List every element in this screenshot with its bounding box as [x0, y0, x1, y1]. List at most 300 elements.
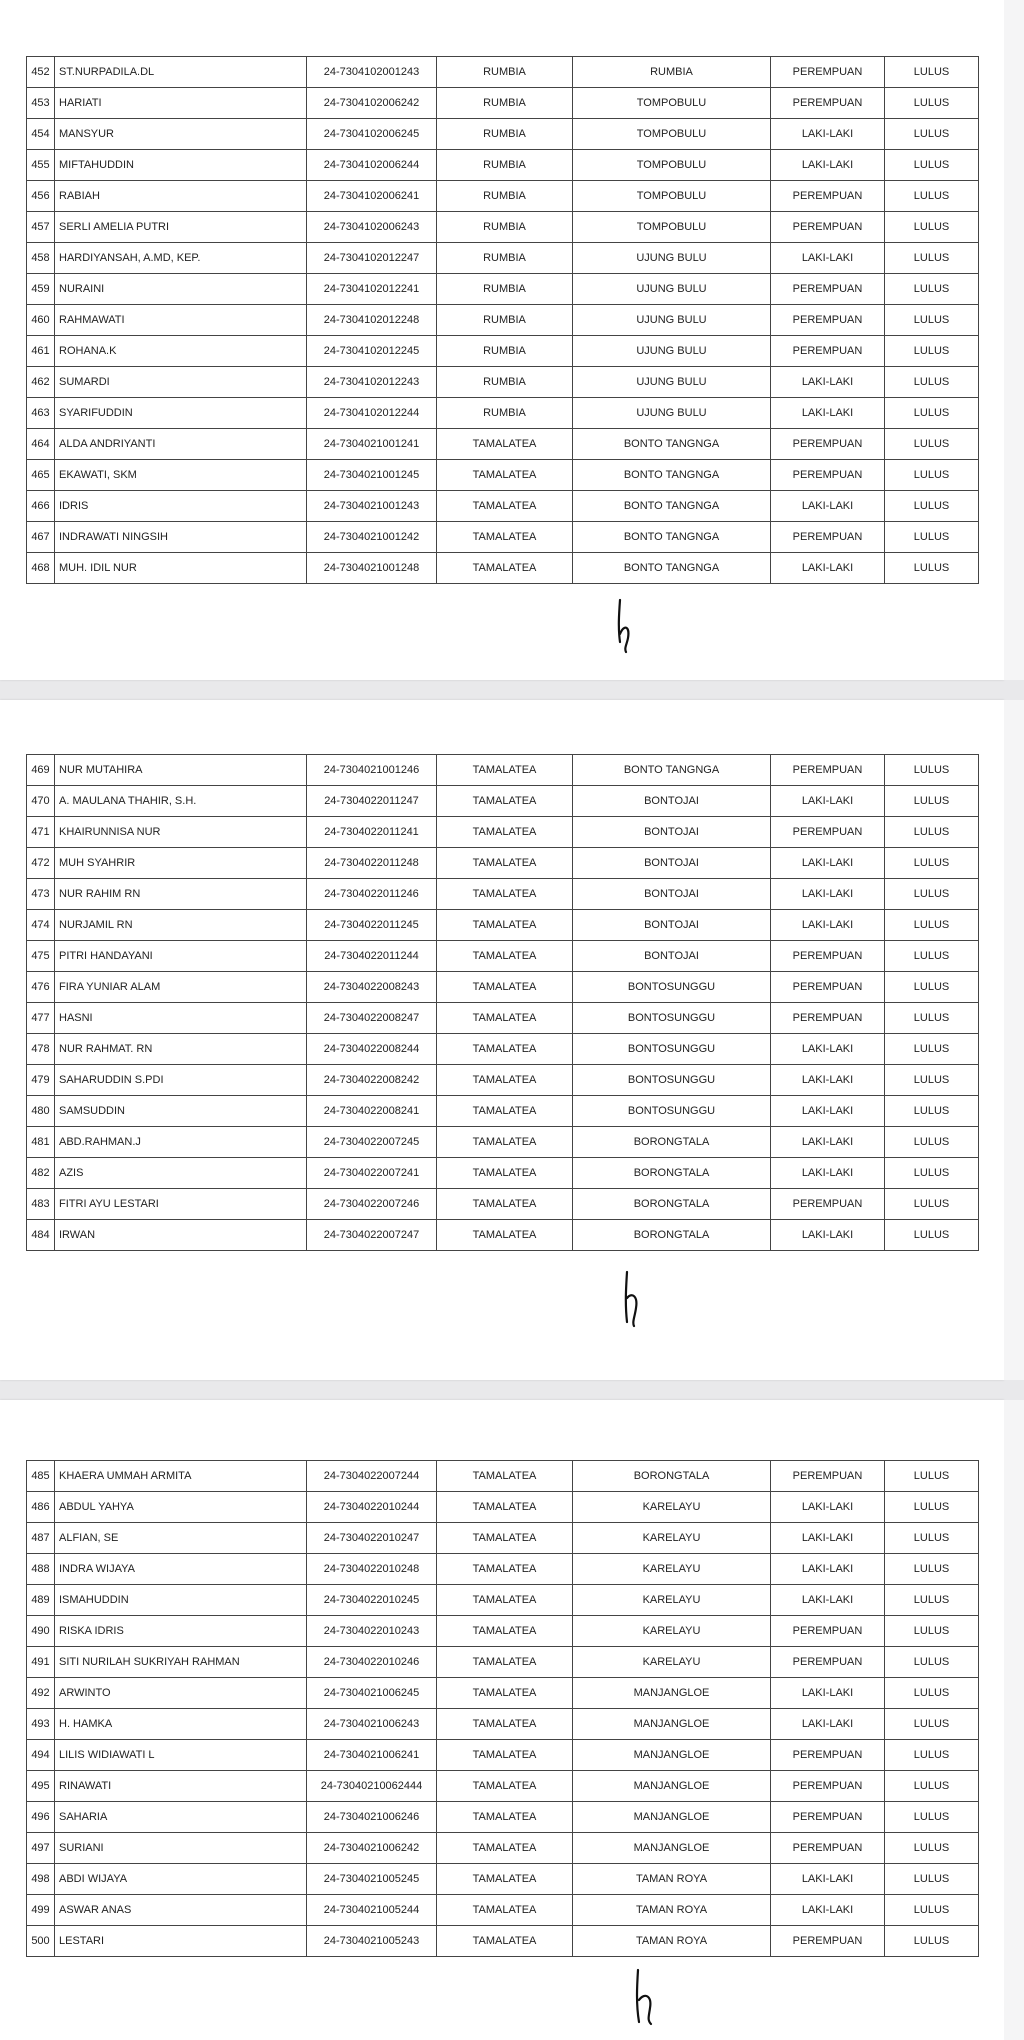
- gender-cell: LAKI-LAKI: [771, 1127, 885, 1158]
- district-cell: RUMBIA: [437, 243, 573, 274]
- status-cell: LULUS: [885, 1554, 979, 1585]
- district-cell: TAMALATEA: [437, 522, 573, 553]
- district-cell: TAMALATEA: [437, 972, 573, 1003]
- table-row: [27, 1158, 979, 1189]
- gender-cell: PEREMPUAN: [771, 941, 885, 972]
- registration-number-cell: 24-7304102006242: [307, 88, 437, 119]
- status-cell: LULUS: [885, 1158, 979, 1189]
- district-cell: TAMALATEA: [437, 1492, 573, 1523]
- status-cell: LULUS: [885, 429, 979, 460]
- district-cell: RUMBIA: [437, 212, 573, 243]
- village-cell: BONTO TANGNGA: [573, 429, 771, 460]
- district-cell: TAMALATEA: [437, 1034, 573, 1065]
- village-cell: BONTOJAI: [573, 786, 771, 817]
- district-cell: RUMBIA: [437, 274, 573, 305]
- table-row: [27, 910, 979, 941]
- village-cell: UJUNG BULU: [573, 243, 771, 274]
- participant-name-cell: NURAINI: [55, 274, 307, 305]
- village-cell: MANJANGLOE: [573, 1802, 771, 1833]
- village-cell: BONTO TANGNGA: [573, 553, 771, 584]
- row-number-cell: 480: [27, 1096, 55, 1127]
- district-cell: TAMALATEA: [437, 1740, 573, 1771]
- row-number-cell: 482: [27, 1158, 55, 1189]
- participant-name-cell: INDRA WIJAYA: [55, 1554, 307, 1585]
- table-row: [27, 1127, 979, 1158]
- village-cell: TAMAN ROYA: [573, 1864, 771, 1895]
- registration-number-cell: 24-7304021005243: [307, 1926, 437, 1957]
- participant-name-cell: ROHANA.K: [55, 336, 307, 367]
- registration-number-cell: 24-7304102012248: [307, 305, 437, 336]
- registration-number-cell: 24-7304021001246: [307, 755, 437, 786]
- registration-number-cell: 24-7304102012244: [307, 398, 437, 429]
- table-row: [27, 1096, 979, 1127]
- village-cell: BONTOJAI: [573, 941, 771, 972]
- registration-number-cell: 24-7304022010244: [307, 1492, 437, 1523]
- gender-cell: PEREMPUAN: [771, 336, 885, 367]
- participant-name-cell: EKAWATI, SKM: [55, 460, 307, 491]
- village-cell: MANJANGLOE: [573, 1678, 771, 1709]
- status-cell: LULUS: [885, 119, 979, 150]
- table-row: [27, 1554, 979, 1585]
- participant-name-cell: ABDI WIJAYA: [55, 1864, 307, 1895]
- gender-cell: PEREMPUAN: [771, 1833, 885, 1864]
- table-row: [27, 274, 979, 305]
- row-number-cell: 458: [27, 243, 55, 274]
- gender-cell: PEREMPUAN: [771, 212, 885, 243]
- district-cell: TAMALATEA: [437, 429, 573, 460]
- registration-number-cell: 24-7304022011244: [307, 941, 437, 972]
- registration-number-cell: 24-7304022010245: [307, 1585, 437, 1616]
- row-number-cell: 466: [27, 491, 55, 522]
- participant-name-cell: KHAERA UMMAH ARMITA: [55, 1461, 307, 1492]
- page-edge-3: [1004, 1400, 1024, 2040]
- row-number-cell: 489: [27, 1585, 55, 1616]
- results-table-page-2: [26, 754, 979, 1251]
- participant-name-cell: HASNI: [55, 1003, 307, 1034]
- gender-cell: PEREMPUAN: [771, 181, 885, 212]
- district-cell: RUMBIA: [437, 305, 573, 336]
- row-number-cell: 497: [27, 1833, 55, 1864]
- status-cell: LULUS: [885, 755, 979, 786]
- status-cell: LULUS: [885, 1096, 979, 1127]
- table-row: [27, 57, 979, 88]
- registration-number-cell: 24-7304022011246: [307, 879, 437, 910]
- registration-number-cell: 24-7304021006241: [307, 1740, 437, 1771]
- status-cell: LULUS: [885, 274, 979, 305]
- row-number-cell: 481: [27, 1127, 55, 1158]
- district-cell: TAMALATEA: [437, 1461, 573, 1492]
- document-page-2: [0, 700, 1004, 1380]
- participant-name-cell: INDRAWATI NINGSIH: [55, 522, 307, 553]
- gender-cell: LAKI-LAKI: [771, 848, 885, 879]
- participant-name-cell: H. HAMKA: [55, 1709, 307, 1740]
- status-cell: LULUS: [885, 181, 979, 212]
- table-row: [27, 1740, 979, 1771]
- district-cell: TAMALATEA: [437, 941, 573, 972]
- participant-name-cell: SITI NURILAH SUKRIYAH RAHMAN: [55, 1647, 307, 1678]
- table-row: [27, 522, 979, 553]
- village-cell: KARELAYU: [573, 1616, 771, 1647]
- table-row: [27, 243, 979, 274]
- village-cell: KARELAYU: [573, 1523, 771, 1554]
- village-cell: TOMPOBULU: [573, 181, 771, 212]
- gender-cell: LAKI-LAKI: [771, 1096, 885, 1127]
- registration-number-cell: 24-7304022007241: [307, 1158, 437, 1189]
- registration-number-cell: 24-7304102012247: [307, 243, 437, 274]
- district-cell: TAMALATEA: [437, 755, 573, 786]
- row-number-cell: 483: [27, 1189, 55, 1220]
- row-number-cell: 485: [27, 1461, 55, 1492]
- registration-number-cell: 24-7304022010243: [307, 1616, 437, 1647]
- district-cell: RUMBIA: [437, 398, 573, 429]
- status-cell: LULUS: [885, 941, 979, 972]
- table-row: [27, 848, 979, 879]
- row-number-cell: 486: [27, 1492, 55, 1523]
- status-cell: LULUS: [885, 1833, 979, 1864]
- participant-name-cell: RAHMAWATI: [55, 305, 307, 336]
- participant-name-cell: RABIAH: [55, 181, 307, 212]
- status-cell: LULUS: [885, 1678, 979, 1709]
- table-row: [27, 553, 979, 584]
- row-number-cell: 467: [27, 522, 55, 553]
- row-number-cell: 491: [27, 1647, 55, 1678]
- participant-name-cell: PITRI HANDAYANI: [55, 941, 307, 972]
- row-number-cell: 459: [27, 274, 55, 305]
- registration-number-cell: 24-7304021001243: [307, 491, 437, 522]
- district-cell: TAMALATEA: [437, 1523, 573, 1554]
- village-cell: UJUNG BULU: [573, 305, 771, 336]
- registration-number-cell: 24-7304022010246: [307, 1647, 437, 1678]
- village-cell: MANJANGLOE: [573, 1709, 771, 1740]
- gender-cell: PEREMPUAN: [771, 460, 885, 491]
- row-number-cell: 463: [27, 398, 55, 429]
- registration-number-cell: 24-7304021006246: [307, 1802, 437, 1833]
- participant-name-cell: SAMSUDDIN: [55, 1096, 307, 1127]
- district-cell: TAMALATEA: [437, 1003, 573, 1034]
- village-cell: TAMAN ROYA: [573, 1895, 771, 1926]
- table-row: [27, 305, 979, 336]
- village-cell: BONTO TANGNGA: [573, 460, 771, 491]
- gender-cell: PEREMPUAN: [771, 88, 885, 119]
- row-number-cell: 462: [27, 367, 55, 398]
- table-row: [27, 1895, 979, 1926]
- participant-name-cell: HARIATI: [55, 88, 307, 119]
- table-row: [27, 150, 979, 181]
- participant-name-cell: SUMARDI: [55, 367, 307, 398]
- gender-cell: LAKI-LAKI: [771, 398, 885, 429]
- registration-number-cell: 24-7304102012241: [307, 274, 437, 305]
- table-row: [27, 972, 979, 1003]
- table-row: [27, 491, 979, 522]
- status-cell: LULUS: [885, 57, 979, 88]
- status-cell: LULUS: [885, 398, 979, 429]
- gender-cell: PEREMPUAN: [771, 755, 885, 786]
- status-cell: LULUS: [885, 460, 979, 491]
- gender-cell: PEREMPUAN: [771, 972, 885, 1003]
- district-cell: RUMBIA: [437, 367, 573, 398]
- registration-number-cell: 24-7304022008244: [307, 1034, 437, 1065]
- registration-number-cell: 24-7304021001241: [307, 429, 437, 460]
- row-number-cell: 493: [27, 1709, 55, 1740]
- village-cell: UJUNG BULU: [573, 336, 771, 367]
- district-cell: TAMALATEA: [437, 1065, 573, 1096]
- gender-cell: PEREMPUAN: [771, 1616, 885, 1647]
- participant-name-cell: SYARIFUDDIN: [55, 398, 307, 429]
- table-row: [27, 1492, 979, 1523]
- district-cell: TAMALATEA: [437, 1096, 573, 1127]
- table-row: [27, 941, 979, 972]
- row-number-cell: 473: [27, 879, 55, 910]
- status-cell: LULUS: [885, 972, 979, 1003]
- participant-name-cell: ASWAR ANAS: [55, 1895, 307, 1926]
- table-body: [27, 57, 979, 584]
- participant-name-cell: NUR RAHMAT. RN: [55, 1034, 307, 1065]
- district-cell: TAMALATEA: [437, 491, 573, 522]
- district-cell: TAMALATEA: [437, 1585, 573, 1616]
- registration-number-cell: 24-7304022007246: [307, 1189, 437, 1220]
- registration-number-cell: 24-7304022010247: [307, 1523, 437, 1554]
- table-row: [27, 336, 979, 367]
- village-cell: MANJANGLOE: [573, 1740, 771, 1771]
- row-number-cell: 468: [27, 553, 55, 584]
- row-number-cell: 488: [27, 1554, 55, 1585]
- table-row: [27, 1833, 979, 1864]
- village-cell: BONTO TANGNGA: [573, 522, 771, 553]
- registration-number-cell: 24-7304022011241: [307, 817, 437, 848]
- participant-name-cell: MANSYUR: [55, 119, 307, 150]
- participant-name-cell: FIRA YUNIAR ALAM: [55, 972, 307, 1003]
- gender-cell: PEREMPUAN: [771, 1740, 885, 1771]
- row-number-cell: 455: [27, 150, 55, 181]
- district-cell: TAMALATEA: [437, 1895, 573, 1926]
- village-cell: BORONGTALA: [573, 1158, 771, 1189]
- status-cell: LULUS: [885, 212, 979, 243]
- participant-name-cell: NUR RAHIM RN: [55, 879, 307, 910]
- village-cell: BONTOJAI: [573, 817, 771, 848]
- gender-cell: LAKI-LAKI: [771, 491, 885, 522]
- gender-cell: LAKI-LAKI: [771, 879, 885, 910]
- registration-number-cell: 24-7304022008243: [307, 972, 437, 1003]
- status-cell: LULUS: [885, 491, 979, 522]
- row-number-cell: 471: [27, 817, 55, 848]
- gender-cell: LAKI-LAKI: [771, 1585, 885, 1616]
- participant-name-cell: ST.NURPADILA.DL: [55, 57, 307, 88]
- gender-cell: LAKI-LAKI: [771, 1034, 885, 1065]
- registration-number-cell: 24-7304021006243: [307, 1709, 437, 1740]
- participant-name-cell: SAHARUDDIN S.PDI: [55, 1065, 307, 1096]
- table-row: [27, 879, 979, 910]
- table-row: [27, 1864, 979, 1895]
- table-row: [27, 1523, 979, 1554]
- village-cell: BONTOSUNGGU: [573, 1003, 771, 1034]
- status-cell: LULUS: [885, 1003, 979, 1034]
- row-number-cell: 477: [27, 1003, 55, 1034]
- registration-number-cell: 24-7304022008247: [307, 1003, 437, 1034]
- page-edge-2: [1004, 700, 1024, 1380]
- table-row: [27, 1461, 979, 1492]
- participant-name-cell: LESTARI: [55, 1926, 307, 1957]
- results-table-page-1: [26, 56, 979, 584]
- gender-cell: LAKI-LAKI: [771, 553, 885, 584]
- status-cell: LULUS: [885, 1220, 979, 1251]
- signature-initial-2: [618, 1268, 648, 1328]
- village-cell: BONTO TANGNGA: [573, 491, 771, 522]
- participant-name-cell: A. MAULANA THAHIR, S.H.: [55, 786, 307, 817]
- village-cell: TOMPOBULU: [573, 212, 771, 243]
- district-cell: TAMALATEA: [437, 1647, 573, 1678]
- signature-initial-1: [612, 594, 642, 654]
- status-cell: LULUS: [885, 1926, 979, 1957]
- page-edge-1: [1004, 0, 1024, 680]
- status-cell: LULUS: [885, 1585, 979, 1616]
- table-row: [27, 1926, 979, 1957]
- table-row: [27, 429, 979, 460]
- participant-name-cell: ABD.RAHMAN.J: [55, 1127, 307, 1158]
- participant-name-cell: SURIANI: [55, 1833, 307, 1864]
- table-row: [27, 1585, 979, 1616]
- status-cell: LULUS: [885, 786, 979, 817]
- participant-name-cell: ARWINTO: [55, 1678, 307, 1709]
- gender-cell: LAKI-LAKI: [771, 1678, 885, 1709]
- row-number-cell: 495: [27, 1771, 55, 1802]
- row-number-cell: 499: [27, 1895, 55, 1926]
- village-cell: BONTO TANGNGA: [573, 755, 771, 786]
- registration-number-cell: 24-73040210062444: [307, 1771, 437, 1802]
- table-row: [27, 786, 979, 817]
- gender-cell: LAKI-LAKI: [771, 1554, 885, 1585]
- participant-name-cell: SERLI AMELIA PUTRI: [55, 212, 307, 243]
- gender-cell: LAKI-LAKI: [771, 1864, 885, 1895]
- participant-name-cell: IDRIS: [55, 491, 307, 522]
- table-row: [27, 1003, 979, 1034]
- gender-cell: LAKI-LAKI: [771, 1220, 885, 1251]
- district-cell: TAMALATEA: [437, 817, 573, 848]
- village-cell: BONTOJAI: [573, 910, 771, 941]
- row-number-cell: 461: [27, 336, 55, 367]
- district-cell: TAMALATEA: [437, 1802, 573, 1833]
- village-cell: TOMPOBULU: [573, 119, 771, 150]
- registration-number-cell: 24-7304022008241: [307, 1096, 437, 1127]
- registration-number-cell: 24-7304022011248: [307, 848, 437, 879]
- village-cell: KARELAYU: [573, 1492, 771, 1523]
- registration-number-cell: 24-7304021001248: [307, 553, 437, 584]
- district-cell: TAMALATEA: [437, 1158, 573, 1189]
- district-cell: RUMBIA: [437, 57, 573, 88]
- row-number-cell: 456: [27, 181, 55, 212]
- district-cell: RUMBIA: [437, 336, 573, 367]
- status-cell: LULUS: [885, 305, 979, 336]
- status-cell: LULUS: [885, 88, 979, 119]
- registration-number-cell: 24-7304102006243: [307, 212, 437, 243]
- village-cell: BONTOSUNGGU: [573, 1065, 771, 1096]
- status-cell: LULUS: [885, 1709, 979, 1740]
- gender-cell: PEREMPUAN: [771, 1926, 885, 1957]
- district-cell: TAMALATEA: [437, 1709, 573, 1740]
- status-cell: LULUS: [885, 1616, 979, 1647]
- village-cell: BONTOSUNGGU: [573, 972, 771, 1003]
- participant-name-cell: IRWAN: [55, 1220, 307, 1251]
- village-cell: BORONGTALA: [573, 1461, 771, 1492]
- table-row: [27, 1709, 979, 1740]
- row-number-cell: 487: [27, 1523, 55, 1554]
- table-row: [27, 88, 979, 119]
- gender-cell: PEREMPUAN: [771, 1802, 885, 1833]
- village-cell: BORONGTALA: [573, 1220, 771, 1251]
- registration-number-cell: 24-7304022007245: [307, 1127, 437, 1158]
- status-cell: LULUS: [885, 150, 979, 181]
- gender-cell: PEREMPUAN: [771, 1771, 885, 1802]
- row-number-cell: 479: [27, 1065, 55, 1096]
- village-cell: BONTOJAI: [573, 879, 771, 910]
- gender-cell: LAKI-LAKI: [771, 1065, 885, 1096]
- district-cell: RUMBIA: [437, 150, 573, 181]
- registration-number-cell: 24-7304102006245: [307, 119, 437, 150]
- row-number-cell: 457: [27, 212, 55, 243]
- participant-name-cell: HARDIYANSAH, A.MD, KEP.: [55, 243, 307, 274]
- registration-number-cell: 24-7304021001242: [307, 522, 437, 553]
- registration-number-cell: 24-7304021005245: [307, 1864, 437, 1895]
- registration-number-cell: 24-7304021001245: [307, 460, 437, 491]
- registration-number-cell: 24-7304102001243: [307, 57, 437, 88]
- status-cell: LULUS: [885, 1523, 979, 1554]
- registration-number-cell: 24-7304102006244: [307, 150, 437, 181]
- registration-number-cell: 24-7304102006241: [307, 181, 437, 212]
- district-cell: TAMALATEA: [437, 1220, 573, 1251]
- gender-cell: PEREMPUAN: [771, 429, 885, 460]
- table-row: [27, 367, 979, 398]
- gender-cell: PEREMPUAN: [771, 1003, 885, 1034]
- gender-cell: PEREMPUAN: [771, 305, 885, 336]
- registration-number-cell: 24-7304022007247: [307, 1220, 437, 1251]
- table-row: [27, 212, 979, 243]
- table-body: [27, 755, 979, 1251]
- table-row: [27, 1616, 979, 1647]
- status-cell: LULUS: [885, 1492, 979, 1523]
- status-cell: LULUS: [885, 553, 979, 584]
- district-cell: TAMALATEA: [437, 1833, 573, 1864]
- participant-name-cell: SAHARIA: [55, 1802, 307, 1833]
- village-cell: KARELAYU: [573, 1647, 771, 1678]
- village-cell: TOMPOBULU: [573, 150, 771, 181]
- row-number-cell: 492: [27, 1678, 55, 1709]
- row-number-cell: 475: [27, 941, 55, 972]
- row-number-cell: 452: [27, 57, 55, 88]
- gender-cell: LAKI-LAKI: [771, 1158, 885, 1189]
- status-cell: LULUS: [885, 1740, 979, 1771]
- village-cell: BONTOSUNGGU: [573, 1096, 771, 1127]
- village-cell: TOMPOBULU: [573, 88, 771, 119]
- table-row: [27, 1034, 979, 1065]
- village-cell: KARELAYU: [573, 1554, 771, 1585]
- row-number-cell: 490: [27, 1616, 55, 1647]
- gender-cell: PEREMPUAN: [771, 57, 885, 88]
- registration-number-cell: 24-7304021005244: [307, 1895, 437, 1926]
- registration-number-cell: 24-7304022010248: [307, 1554, 437, 1585]
- row-number-cell: 460: [27, 305, 55, 336]
- district-cell: TAMALATEA: [437, 1554, 573, 1585]
- results-table-page-3: [26, 1460, 979, 1957]
- status-cell: LULUS: [885, 1034, 979, 1065]
- participant-name-cell: FITRI AYU LESTARI: [55, 1189, 307, 1220]
- document-page-3: [0, 1400, 1004, 2040]
- status-cell: LULUS: [885, 1771, 979, 1802]
- row-number-cell: 478: [27, 1034, 55, 1065]
- status-cell: LULUS: [885, 1127, 979, 1158]
- row-number-cell: 464: [27, 429, 55, 460]
- participant-name-cell: MIFTAHUDDIN: [55, 150, 307, 181]
- registration-number-cell: 24-7304022011247: [307, 786, 437, 817]
- gender-cell: LAKI-LAKI: [771, 119, 885, 150]
